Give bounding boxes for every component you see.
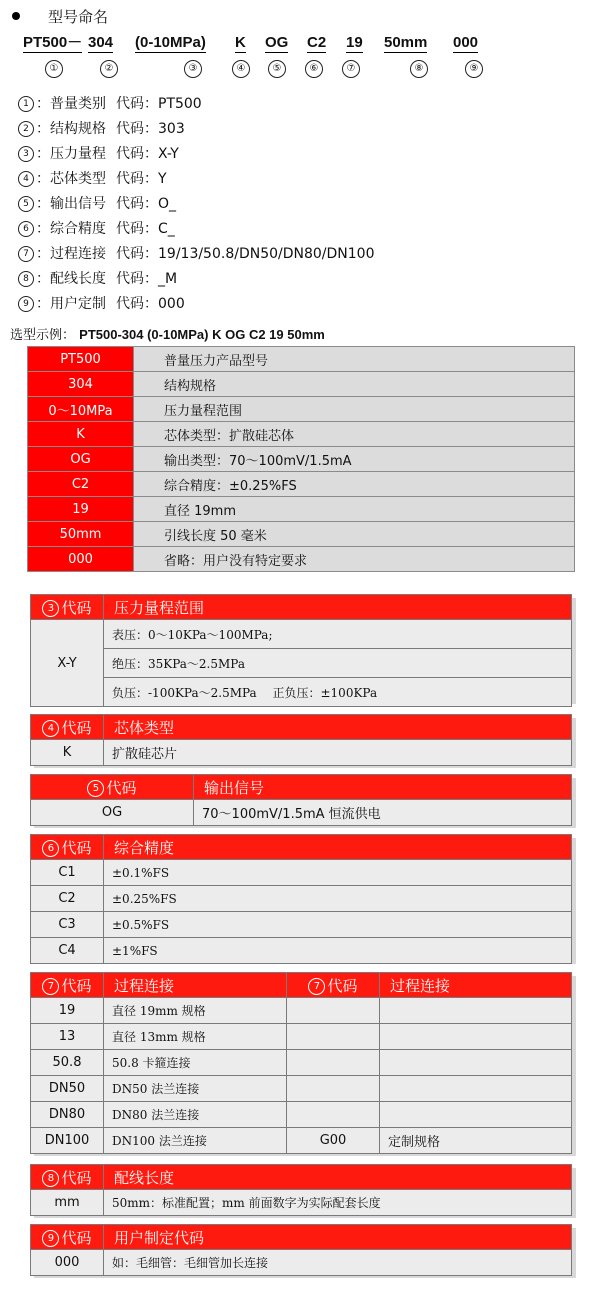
- accuracy-value: ±0.1%FS: [104, 860, 572, 886]
- custom-table: [30, 1224, 572, 1276]
- accuracy-code: C1: [31, 860, 104, 886]
- section-heading: 型号命名: [48, 8, 109, 26]
- model-part-3: (0-10MPa): [135, 34, 206, 51]
- example-code: 000: [28, 547, 134, 572]
- definition-item: 9 ：用户定制 代码：000: [18, 294, 185, 314]
- process-value: DN80 法兰连接: [104, 1102, 287, 1128]
- accuracy-code: C3: [31, 912, 104, 938]
- model-part-5: OG: [265, 34, 289, 51]
- table-row: [31, 1102, 572, 1128]
- model-part-6: C2: [307, 34, 327, 51]
- process-code: DN50: [31, 1076, 104, 1102]
- range-absolute: 绝压：35KPa～2.5MPa: [104, 649, 572, 678]
- table-row: [28, 422, 575, 447]
- table-row: [28, 472, 575, 497]
- table-header: [31, 835, 572, 860]
- range-title: 压力量程范围: [104, 595, 572, 620]
- code-header: 9 代码: [31, 1225, 104, 1250]
- model-part-4: K: [235, 34, 246, 51]
- table-row: [28, 547, 575, 572]
- table-row: [31, 800, 572, 826]
- process-value: DN50 法兰连接: [104, 1076, 287, 1102]
- core-table: [30, 714, 572, 766]
- table-row: [28, 347, 575, 372]
- process-code: [287, 1050, 380, 1076]
- table-row: [31, 1076, 572, 1102]
- process-code: G00: [287, 1128, 380, 1154]
- table-row: [31, 998, 572, 1024]
- process-value: [380, 998, 572, 1024]
- example-code: 304: [28, 372, 134, 397]
- wiring-title: 配线长度: [104, 1165, 572, 1190]
- process-code: DN100: [31, 1128, 104, 1154]
- model-part-2: 304: [88, 34, 114, 51]
- definition-item: 1 ：普量类别 代码：PT500: [18, 94, 202, 114]
- accuracy-code: C2: [31, 886, 104, 912]
- range-negative: 负压：-100KPa～2.5MPa 正负压：±100KPa: [104, 678, 572, 707]
- code-header: 3 代码: [31, 595, 104, 620]
- table-row: [31, 678, 572, 707]
- example-label: 选型示例：: [10, 328, 76, 343]
- model-part-1: PT500－: [23, 34, 83, 51]
- output-table: [30, 774, 572, 826]
- part-number-marker: ⑦: [342, 60, 360, 78]
- accuracy-value: ±1%FS: [104, 938, 572, 964]
- example-code: 0～10MPa: [28, 397, 134, 422]
- process-code: 50.8: [31, 1050, 104, 1076]
- table-header: [31, 1165, 572, 1190]
- definition-item: 8 ：配线长度 代码：_M: [18, 269, 177, 289]
- example-code: K: [28, 422, 134, 447]
- part-number-marker: ③: [184, 60, 202, 78]
- code-header: 4 代码: [31, 715, 104, 740]
- wiring-value: 50mm：标准配置；mm 前面数字为实际配套长度: [104, 1190, 572, 1216]
- accuracy-code: C4: [31, 938, 104, 964]
- process-value: [380, 1024, 572, 1050]
- table-row: [31, 1190, 572, 1216]
- table-row: [31, 649, 572, 678]
- part-number-marker: ⑤: [268, 60, 286, 78]
- process-code: [287, 1024, 380, 1050]
- model-code: [20, 34, 500, 56]
- table-row: [28, 497, 575, 522]
- wiring-table: [30, 1164, 572, 1216]
- output-value: 70～100mV/1.5mA 恒流供电: [194, 800, 572, 826]
- process-value: [380, 1050, 572, 1076]
- table-row: [31, 1128, 572, 1154]
- range-table: [30, 594, 572, 707]
- accuracy-table: [30, 834, 572, 964]
- core-title: 芯体类型: [104, 715, 572, 740]
- definition-item: 4 ：芯体类型 代码：Y: [18, 169, 167, 189]
- process-value: 定制规格: [380, 1128, 572, 1154]
- example-desc: 引线长度 50 毫米: [134, 522, 575, 547]
- table-row: [28, 447, 575, 472]
- example-desc: 直径 19mm: [134, 497, 575, 522]
- definition-item: 5 ：输出信号 代码：O_: [18, 194, 176, 214]
- process-code: [287, 1102, 380, 1128]
- table-row: [31, 912, 572, 938]
- range-gauge: 表压：0～10KPa～100MPa;: [104, 620, 572, 649]
- process-code: 13: [31, 1024, 104, 1050]
- example-value: PT500-304 (0-10MPa) K OG C2 19 50mm: [79, 327, 325, 342]
- wiring-code: mm: [31, 1190, 104, 1216]
- custom-value: 如：毛细管：毛细管加长连接: [104, 1250, 572, 1276]
- part-number-marker: ⑧: [410, 60, 428, 78]
- process-value: 50.8 卡箍连接: [104, 1050, 287, 1076]
- accuracy-title: 综合精度: [104, 835, 572, 860]
- table-header: [31, 1225, 572, 1250]
- core-value: 扩散硅芯片: [104, 740, 572, 766]
- table-header: [31, 973, 572, 998]
- table-row: [31, 620, 572, 649]
- example-code: PT500: [28, 347, 134, 372]
- output-title: 输出信号: [194, 775, 572, 800]
- process-code: DN80: [31, 1102, 104, 1128]
- example-desc: 结构规格: [134, 372, 575, 397]
- example-caption: [10, 324, 325, 343]
- definition-item: 3 ：压力量程 代码：X-Y: [18, 144, 179, 164]
- table-row: [28, 397, 575, 422]
- part-number-marker: ④: [232, 60, 250, 78]
- table-header: [31, 775, 572, 800]
- table-header: [31, 595, 572, 620]
- example-code: OG: [28, 447, 134, 472]
- range-code: X-Y: [31, 620, 104, 707]
- definition-item: 2 ：结构规格 代码：303: [18, 119, 185, 139]
- process-value: 直径 13mm 规格: [104, 1024, 287, 1050]
- process-value: 直径 19mm 规格: [104, 998, 287, 1024]
- table-header: [31, 715, 572, 740]
- accuracy-value: ±0.5%FS: [104, 912, 572, 938]
- process-table: [30, 972, 572, 1154]
- table-row: [31, 1250, 572, 1276]
- table-row: [31, 1050, 572, 1076]
- table-row: [31, 740, 572, 766]
- example-code: C2: [28, 472, 134, 497]
- process-value: DN100 法兰连接: [104, 1128, 287, 1154]
- code-header: 8 代码: [31, 1165, 104, 1190]
- table-row: [28, 372, 575, 397]
- process-value: [380, 1102, 572, 1128]
- table-row: [28, 522, 575, 547]
- process-code: [287, 998, 380, 1024]
- process-title: 过程连接: [380, 973, 572, 998]
- example-desc: 普量压力产品型号: [134, 347, 575, 372]
- example-desc: 综合精度：±0.25%FS: [134, 472, 575, 497]
- code-header: 7 代码: [287, 973, 380, 998]
- model-part-9: 000: [453, 34, 479, 51]
- example-desc: 芯体类型：扩散硅芯体: [134, 422, 575, 447]
- process-value: [380, 1076, 572, 1102]
- accuracy-value: ±0.25%FS: [104, 886, 572, 912]
- custom-title: 用户制定代码: [104, 1225, 572, 1250]
- model-part-8: 50mm: [384, 34, 428, 51]
- definition-item: 7 ：过程连接 代码：19/13/50.8/DN50/DN80/DN100: [18, 244, 375, 264]
- model-part-7: 19: [346, 34, 363, 51]
- code-header: 6 代码: [31, 835, 104, 860]
- example-table: [27, 346, 575, 572]
- core-code: K: [31, 740, 104, 766]
- table-row: [31, 860, 572, 886]
- code-header: 5 代码: [31, 775, 194, 800]
- table-row: [31, 1024, 572, 1050]
- table-row: [31, 886, 572, 912]
- custom-code: 000: [31, 1250, 104, 1276]
- definition-item: 6 ：综合精度 代码：C_: [18, 219, 175, 239]
- model-part-numbers: [20, 60, 500, 80]
- table-row: [31, 938, 572, 964]
- example-code: 50mm: [28, 522, 134, 547]
- code-header: 7 代码: [31, 973, 104, 998]
- part-number-marker: ①: [45, 60, 63, 78]
- example-desc: 输出类型：70～100mV/1.5mA: [134, 447, 575, 472]
- part-number-marker: ②: [100, 60, 118, 78]
- process-code: [287, 1076, 380, 1102]
- bullet-icon: [12, 12, 20, 20]
- process-title: 过程连接: [104, 973, 287, 998]
- part-number-marker: ⑥: [305, 60, 323, 78]
- output-code: OG: [31, 800, 194, 826]
- example-desc: 省略：用户没有特定要求: [134, 547, 575, 572]
- example-code: 19: [28, 497, 134, 522]
- process-code: 19: [31, 998, 104, 1024]
- example-desc: 压力量程范围: [134, 397, 575, 422]
- part-number-marker: ⑨: [465, 60, 483, 78]
